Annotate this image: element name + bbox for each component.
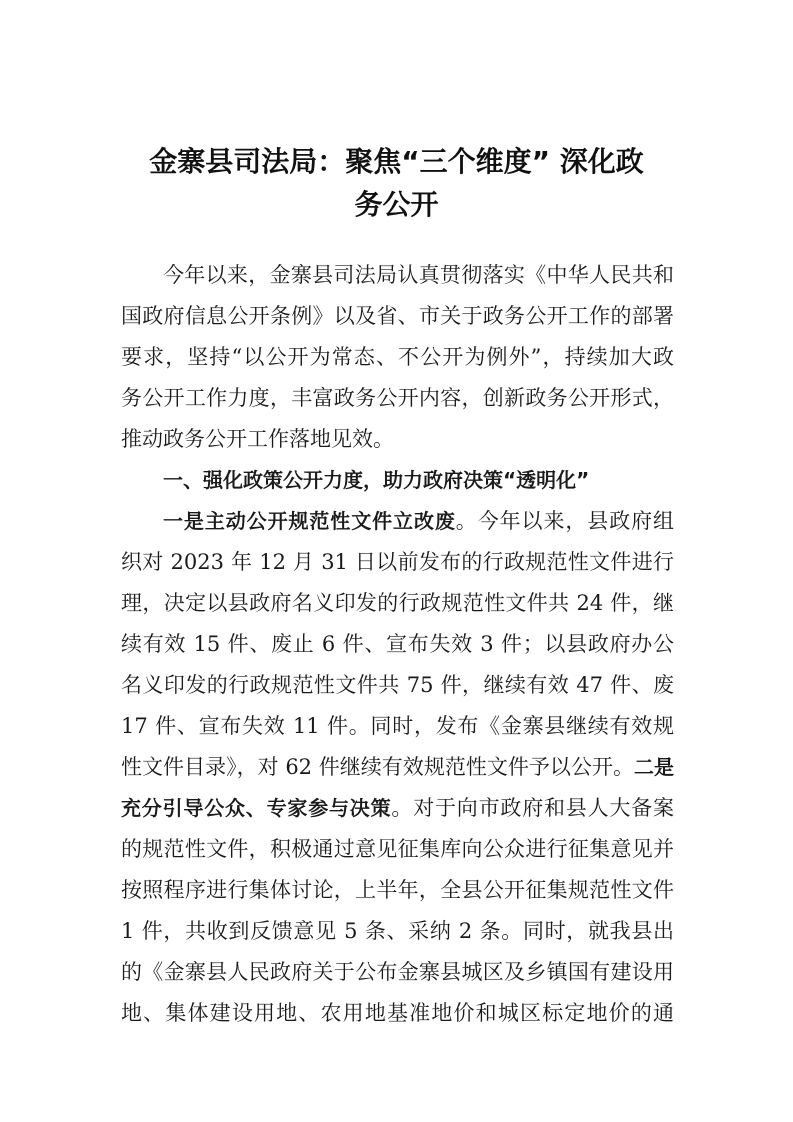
- para-1-text: 理，决定以县政府名义印发的行政规范性文件共 24 件，继: [121, 591, 674, 615]
- para-1-text: [121, 750, 674, 784]
- para-1-text: 17 件、宣布失效 11 件。同时，发布《金寨县继续有效规: [121, 714, 674, 738]
- bold-lead-1: 一是主动公开规范性文件立改废: [163, 509, 456, 533]
- para-1-text: 的《金寨县人民政府关于公布金寨县城区及乡镇国有建设用: [121, 960, 674, 984]
- para-1-text: 按照程序进行集体讨论，上半年，全县公开征集规范性文件: [121, 878, 674, 902]
- para-1-text: 织对 2023 年 12 月 31 日以前发布的行政规范性文件进行: [121, 550, 674, 574]
- para-1-text: 续有效 15 件、废止 6 件、宣布失效 3 件；以县政府办公: [121, 632, 674, 656]
- para-1-text-run: 。对于向市政府和县人大备案: [391, 796, 674, 820]
- para-1-text-run: 。今年以来，县政府组: [455, 509, 674, 533]
- intro-text: 国政府信息公开条例》以及省、市关于政务公开工作的部署: [121, 304, 674, 328]
- bold-lead-2-cont: 充分引导公众、专家参与决策: [121, 796, 392, 820]
- intro-text: 要求，坚持“以公开为常态、不公开为例外”，持续加大政: [121, 345, 674, 369]
- para-1-text: 1 件，共收到反馈意见 5 条、采纳 2 条。同时，就我县出: [121, 919, 674, 943]
- intro-text: 今年以来，金寨县司法局认真贯彻落实《中华人民共和: [163, 263, 674, 287]
- para-1-text: [163, 504, 674, 538]
- para-1-text: [121, 791, 674, 825]
- para-1-text: 地、集体建设用地、农用地基准地价和城区标定地价的通: [121, 1001, 674, 1025]
- intro-text: 推动政务公开工作落地见效。: [121, 427, 394, 451]
- intro-text: 务公开工作力度，丰富政务公开内容，创新政务公开形式，: [121, 386, 674, 410]
- document-title-line-2: 务公开: [354, 188, 439, 221]
- para-1-text: 的规范性文件，积极通过意见征集库向公众进行征集意见并: [121, 837, 674, 861]
- para-1-text: 名义印发的行政规范性文件共 75 件，继续有效 47 件、废: [121, 673, 674, 697]
- bold-lead-2: 二是: [633, 755, 674, 779]
- document-title-line-1: 金寨县司法局：聚焦“三个维度” 深化政: [149, 145, 644, 178]
- section-1-heading: 一、强化政策公开力度，助力政府决策“透明化”: [163, 468, 590, 492]
- para-1-text-run: 性文件目录》，对 62 件继续有效规范性文件予以公开。: [121, 755, 634, 779]
